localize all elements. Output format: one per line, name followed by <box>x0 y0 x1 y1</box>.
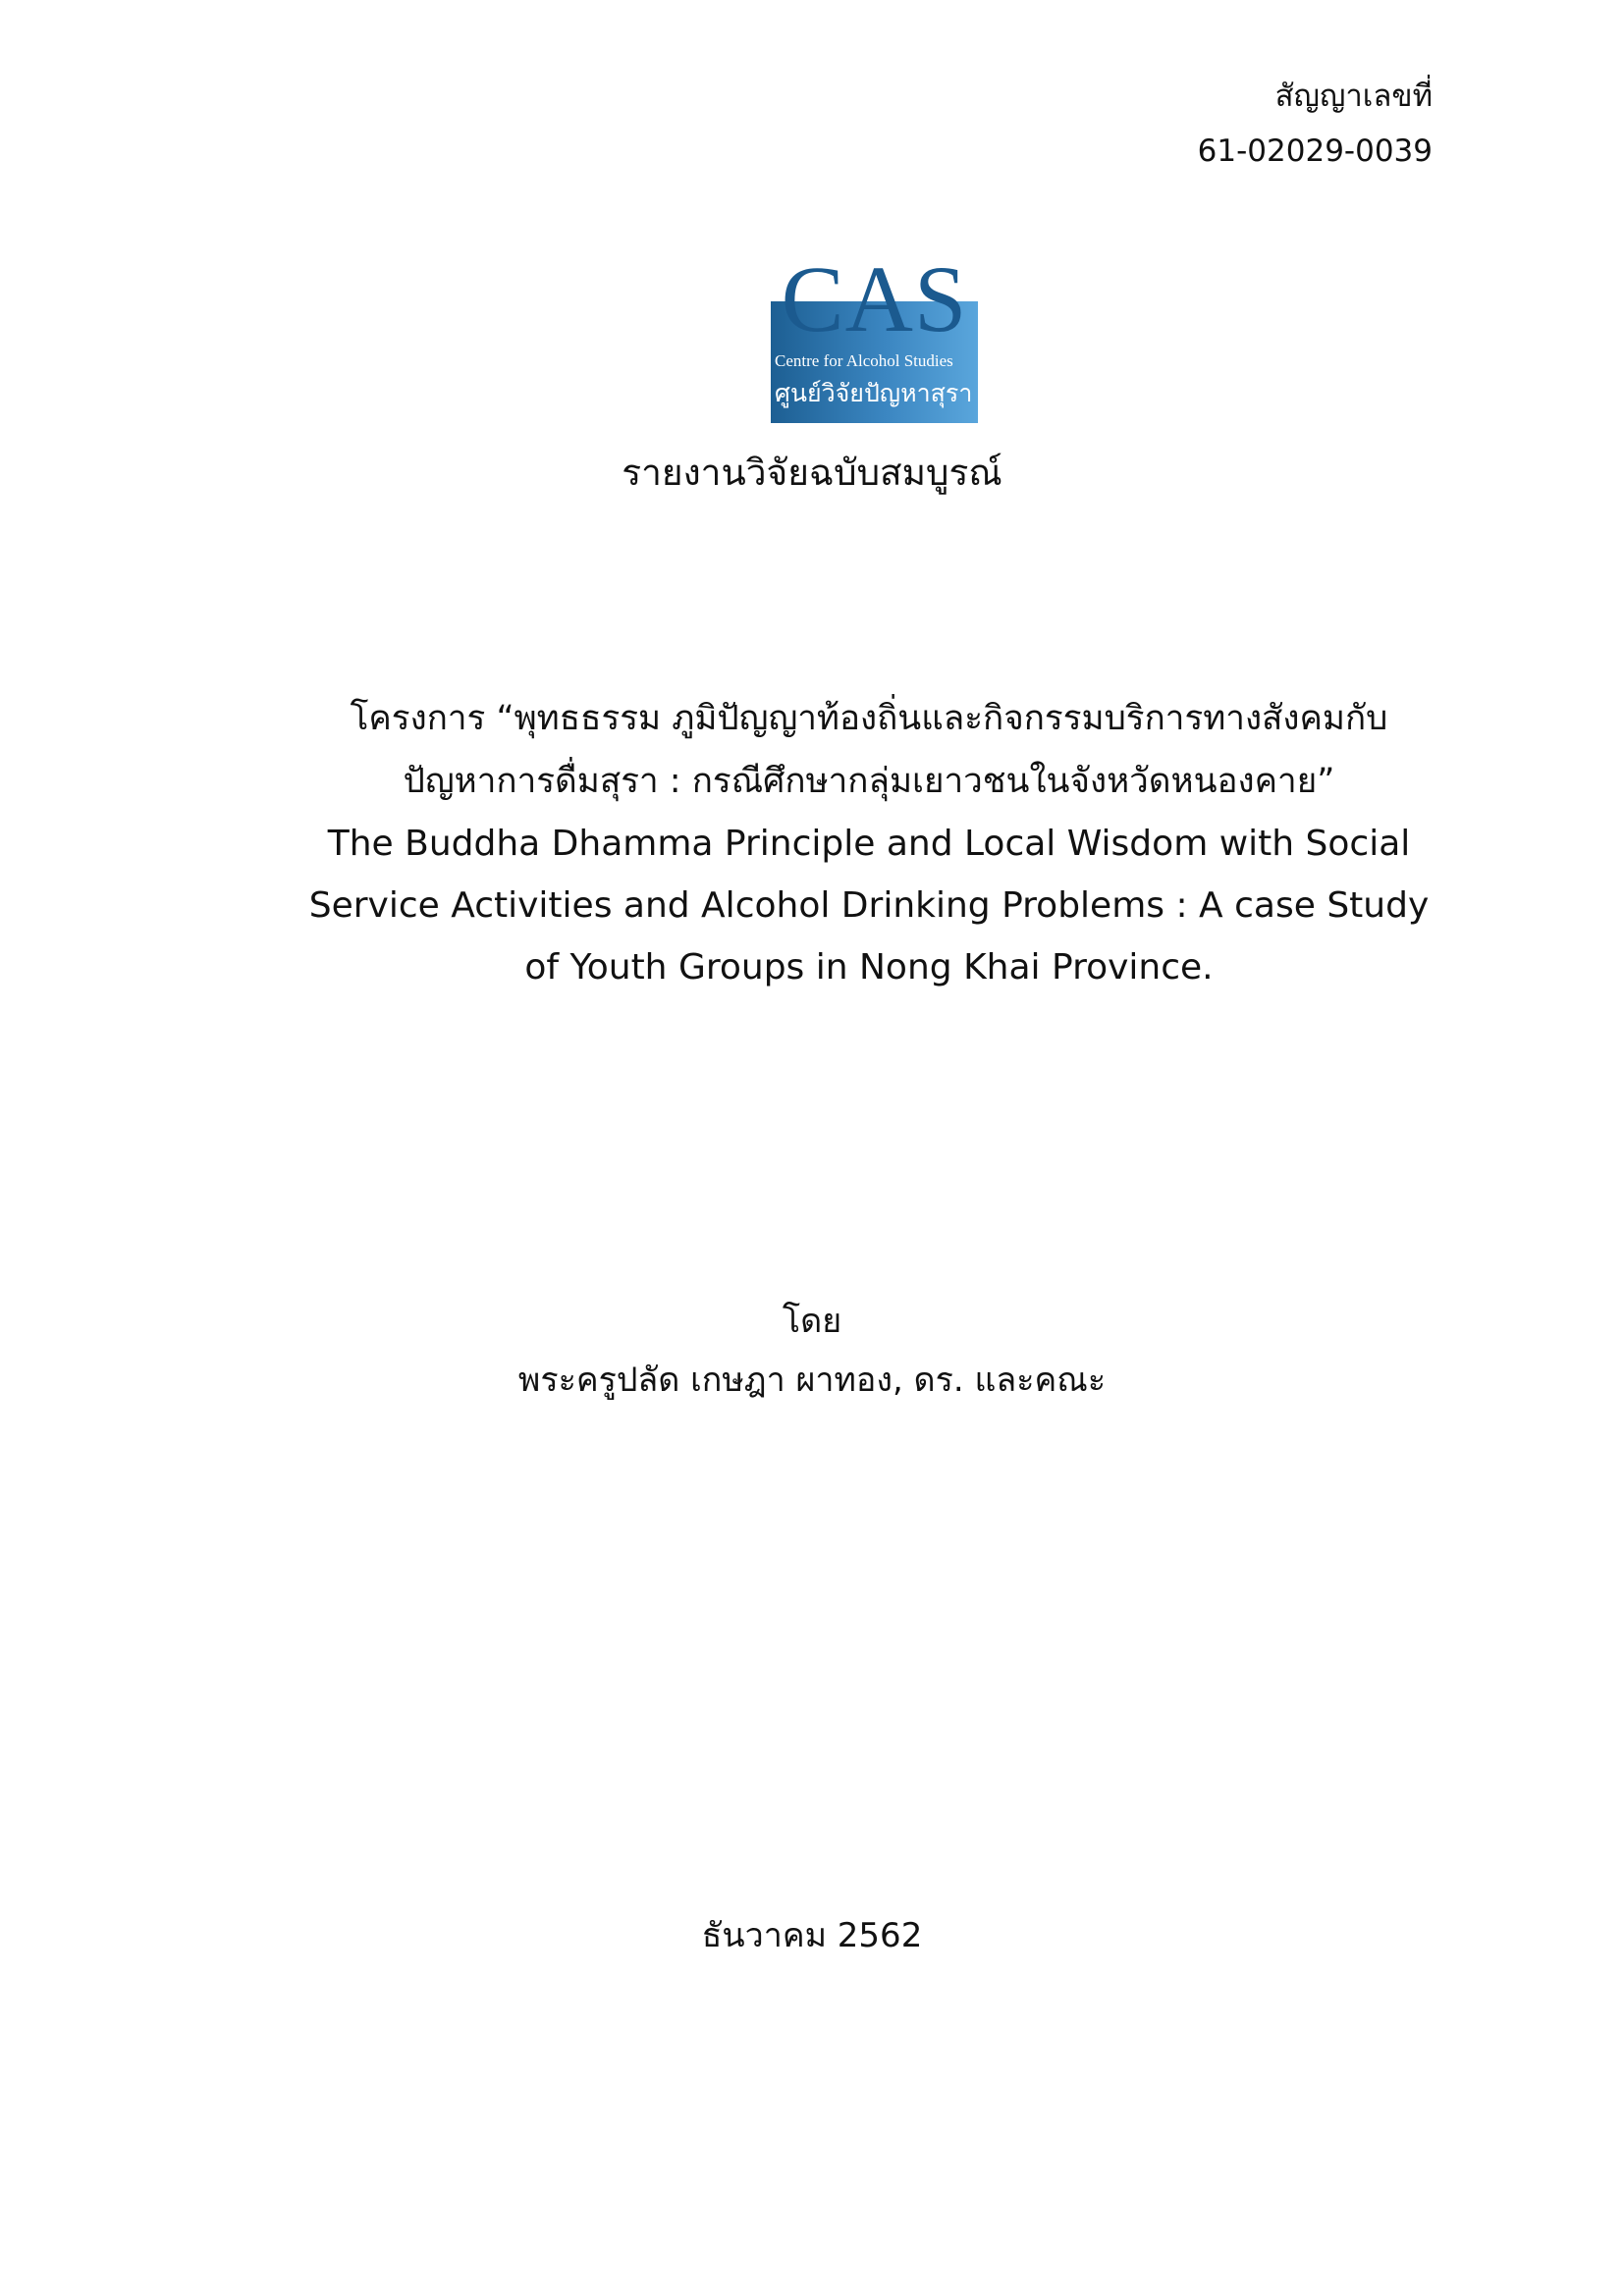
title-en-line: of Youth Groups in Nong Khai Province. <box>524 947 1214 988</box>
contract-label: สัญญาเลขที่ <box>1274 79 1433 114</box>
title-th-line: ปัญหาการดื่มสุรา : กรณีศึกษากลุ่มเยาวชนในจังหวัดหนองคาย” <box>403 762 1335 801</box>
logo-acronym: CAS <box>781 246 968 351</box>
report-type: รายงานวิจัยฉบับสมบูรณ์ <box>622 452 1002 494</box>
contract-number: 61-02029-0039 <box>1197 133 1433 169</box>
title-en-line: Service Activities and Alcohol Drinking Problems : A case Study <box>308 885 1430 926</box>
cas-logo <box>771 246 978 423</box>
logo-name-en: Centre for Alcohol Studies <box>775 351 953 370</box>
report-date: ธันวาคม 2562 <box>701 1916 923 1955</box>
by-label: โดย <box>782 1302 842 1341</box>
authors: พระครูปลัด เกษฎา ผาทอง, ดร. และคณะ <box>517 1361 1107 1400</box>
contract-info <box>1138 69 1433 179</box>
logo-name-th: ศูนย์วิจัยปัญหาสุรา <box>775 379 973 407</box>
title-th-line: โครงการ “พุทธธรรม ภูมิปัญญาท้องถิ่นและกิจกรรมบริการทางสังคมกับ <box>350 699 1388 738</box>
title-en-line: The Buddha Dhamma Principle and Local Wisdom with Social <box>327 824 1411 864</box>
project-title <box>245 687 1492 998</box>
